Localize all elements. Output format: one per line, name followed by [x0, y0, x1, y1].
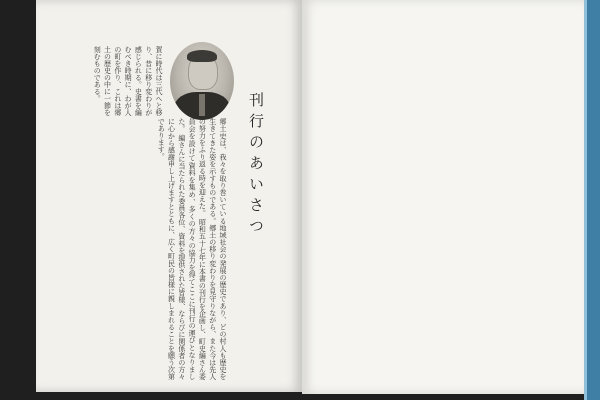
paragraph-2: 郷土史は、我々を取り巻いている地域社会の発展の歴史であり、どの村人も歴史を生きてきた姿を示すものである。郷土の移り変わりを見守りながら、また今は先人の努力をふり返る時を迎えた。 [198, 118, 227, 380]
author-portrait-photo [170, 42, 234, 120]
body-text-upper [56, 46, 164, 116]
paragraph-1: 賀に時代は三代へと移り、昔に移り変わりが感じられる。史書を編むべき時期に、わが人の町を作り、これは郷土の歴史の中に一節を刻むものである。 [93, 46, 163, 116]
page-title: 刊行のあいさつ [247, 92, 265, 239]
cover-edge-highlight [584, 0, 587, 400]
portrait-hair [187, 50, 217, 62]
paragraph-4: 編さんに当たられた委員各位、資料を提供された皆様、ならびに関係者の方々に心から感謝申し上げますとともに、広く町民の皆様に親しまれることを願う次第であります。 [157, 118, 186, 380]
right-page-blank [302, 0, 584, 394]
body-text-lower [56, 118, 228, 380]
paragraph-3: 昭和五十七年に本書の刊行を企画し、町史編さん委員会を設けて資料を集め、多くの方々の協力を得てここに刊行の運びとなりました。 [177, 118, 207, 380]
portrait-tie [199, 94, 205, 116]
